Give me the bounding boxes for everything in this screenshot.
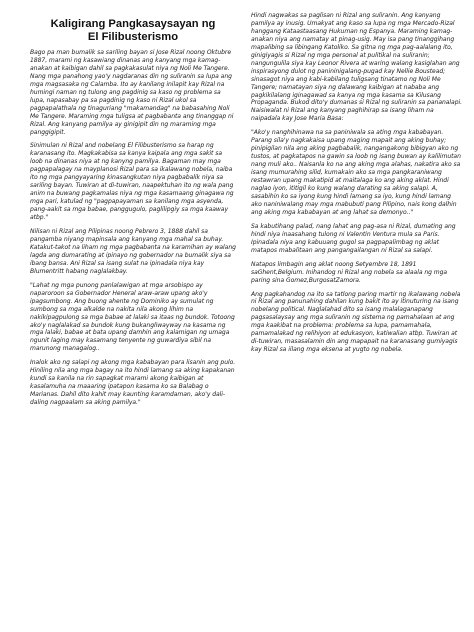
paragraph: Ang pagkahandog na ito sa tatlong paring martir ng ikalawang nobela ni Rizal ang panunahing dahilan kung bakit ito ay itinuturing na isang nobelang political. Naglalahad dito sa isang malalaganapang pagsasalaysay ang mga suliranin ng sistema ng pamahalaan at ang mga kaakibat na problema: problema sa lupa, pamamahala, pamamalakad ng relihiyon at edukasyon, katiwalian atbp. Tuwiran at di-tuwiran, masasalamin din ang mapapait na karanasang gumiyagis kay Rizal sa iilang mga eksena at yugto ng nobela. (251, 290, 461, 354)
left-column (30, 12, 236, 413)
quote-paragraph: Inalok ako ng salapi ng akong mga kababayan para lisanin ang pulo. Hiniling nila ang mga bagay na ito hindi lamang sa aking kapakanan kundi sa kanila na rin sapagkat marami akong kaibigan at kasalamuha na maaaring ipatapon kasama ko sa Balabag o Marianas. Dahil dito kahit may kaunting karamdaman, ako'y dali-daling nagpaalam sa aking pamilya." (30, 359, 236, 407)
right-column (251, 12, 463, 360)
paragraph: Nilisan ni Rizal ang Pilipinas noong Pebrero 3, 1888 dahil sa pangamba niyang mapinsala ang kanyang mga mahal sa buhay. Katakut-takot na liham ng mga pagbabanta na karamihan ay walang lagda ang dumarating at ipinayo ng gobernador na bumalik siya sa ibang bansa. Ani Rizal sa isang sulat na ipinadala niya kay Blumentritt habang naglalakbay. (30, 228, 236, 275)
paragraph: Sa kabutihang palad, nang lahat ang pag-asa ni Rizal, dumating ang hindi niya inaasahang tulong ni Valentin Ventura mula sa Paris. Ipinadala niya ang kabuuang gugol sa pagpapalimbag ng aklat matapos mabalitaan ang pangangailangan ni Rizal sa salapi. (251, 222, 456, 254)
paragraph: Hindi nagwakas sa paglisan ni Rizal ang suliranin. Ang kanyang pamilya ay inusig. Umakyat ang kaso sa lupa ng mga Mercado-Rizal hanggang Kataastaasang Hukuman ng Espanya. Maraming kamag-anakan niya ang namatay at pinag-usig. May isa pang tinanggihang mapalibing sa libingang Katoliko. Sa gitna ng mga pag-aalalang ito, ginigiyagis si Rizal ng mga personal at pulitikal na suliranin; nangungulila siya kay Leonor Rivera at waring walang kasiglahan ang inspirasyong dulot ng panininigalang-pugad kay Nellie Boustead; sinasagot niya ang kabi-kabilang tuligsang tinatamo ng Noli Me Tangere; namatayan siya ng dalawang kaibigan at nababa ang pagkikilalang iginagawad sa kanya ng mga kasama sa Kilusang Propaganda. Bukod dito'y dumanas si Rizal ng suliranin sa pananalapi. Naisiwalat ni Rizal ang kanyang paghihirap sa isang liham na naipadala kay Jose Maria Basa: (251, 12, 462, 123)
quote-paragraph: "Lahat ng mga punong panlalawigan at mga arsobispo ay naparoroon sa Gobernador Heneral araw-araw upang ako'y ipagsumbong. Ang buong ahente ng Dominiko ay sumulat ng sumbong sa mga alkalde na nakita nila akong lihim na nakikipagpulong sa mga babae at lalaki sa itaas ng bundok. Totoong ako'y naglalakad sa bundok kung bukangliwayway na kasama ng mga lalaki, babae at bata upang damhin ang kalamigan ng umaga ngunit laging may kasamang tenyente ng guwardiya sibil na marunong managalog.. (30, 281, 235, 353)
paragraph: Natapos limbagin ang aklat noong Setyembre 18, 1891 saGhent,Belgium. Inihandog ni Rizal ang nobela sa alaala ng mga paring sina Gomez,BurgosatZamora. (251, 260, 448, 284)
paragraph: Sinimulan ni Rizal and nobelang El Filibusterismo sa harap ng karanasang ito. Magkakabisa sa kanya kaipala ang mga sakit sa loob na dinanas niya at ng kanyng pamilya. Bagaman may mga pagpapalagay na mayplanosi Rizal para sa ikalawang nobela, naiba ito ng mga pangyayaring kinasangkutan niya pagbabalik niya sa sariling bayan. Tuwiran at di-tuwiran, naapektuhan ito ng wala pang anim na buwang pagkamalas niya ng mga kasamaang ginagawa ng mga pari, katulad ng "pagpapayaman sa kanilang mga asyenda, pang-aakit sa mga babae, panggugulo, paglilipgiy sa mga kaaway atbp." (30, 142, 234, 222)
paragraph: Bago pa man bumalik sa sariling bayan si Jose Rizal noong Oktubre 1887, marami ng kasawiang dinanas ang kanyang mga kamag-anakan at kaibigan dahil sa pagkakasulat niya ng Noli Me Tangere. Nang mga panahong yao'y nagdaranas din ng suliranin sa lupa ang mga magsasaka ng Calamba. Ito ay kanilang inilapit kay Rizal na humingi naman ng tulong ang pagdinig sa kaso ng problema sa lupa, napasabay pa sa pagdinig ng kaso ni Rizal ukol sa pagpapalathala ng tinaguriang "makamandag" na babasahing Noli Me Tangere. Maraming mga tuligsa at pagbabanta ang tinanggap ni Rizal. Ang kanyang pamilya ay ginigipit din ng maraming mga panggigipit. (30, 49, 234, 136)
title-line-1: Kaligirang Pangkasaysayan ng (50, 18, 216, 30)
document-title (30, 18, 236, 44)
quote-paragraph: "Ako'y nanghihinawa na sa paniniwala sa ating mga kababayan. Parang sila'y nagkakaisa upang maging mapait ang aking buhay; pinipigilan nila ang aking pagbabalik, nangangakong bibigyan ako ng tustos, at pagkatapos na gawin sa loob ng isang buwan ay kalilimutan nang muli ako.. Naisanla ko na ang aking mga alahas, nakatira ako sa isang mumurahing silid, kumakain ako sa mga pangkaraniwang restawran upang makatipid at maitalaga ko ang aking aklat. Hindi naglao iyon, ititigil ko kung walang darating sa aking salapi. A, sasabihin ko sa iyong kung hindi lamang sa iyo, kung hindi lamang ako naniniwalang may mga mabubuti pang Pilipino, nais kong dalhin ang aking mga kababayan at ang lahat sa demonyo.." (251, 129, 461, 216)
title-line-2: El Filibusterismo (87, 31, 179, 43)
